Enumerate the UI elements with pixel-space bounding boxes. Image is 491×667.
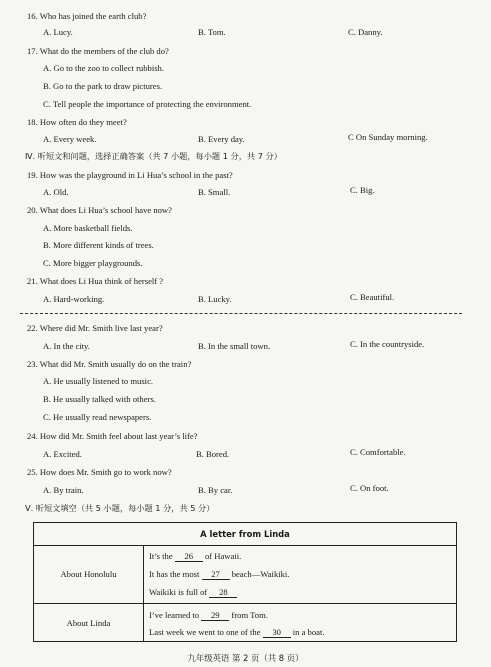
page-footer: 九年级英语 第 2 页（共 8 页） (187, 653, 304, 663)
table-line-27 (149, 570, 289, 580)
table-caption: A letter from Linda (34, 523, 456, 546)
row-head-linda: About Linda (66, 618, 111, 628)
letter-table (33, 522, 457, 642)
question-16: 16. Who has joined the earth club? (27, 11, 147, 21)
question-25: 25. How does Mr. Smith go to work now? (27, 467, 172, 477)
table-row-divider (34, 603, 456, 604)
question-21: 21. What does Li Hua think of herself ? (27, 276, 164, 286)
option-24c: C. Comfortable. (350, 447, 406, 457)
blank-27: 27 (202, 570, 230, 580)
option-20b: B. More different kinds of trees. (43, 240, 154, 250)
table-line-29 (149, 611, 268, 621)
blank-30: 30 (263, 628, 291, 638)
blank-26: 26 (175, 552, 203, 562)
blank-28: 28 (209, 588, 237, 598)
line-29-suffix: from Tom. (231, 610, 268, 620)
option-22a: A. In the city. (43, 341, 90, 351)
table-column-divider (143, 545, 144, 641)
line-27-suffix: beach—Waikiki. (231, 569, 290, 579)
line-26-suffix: of Hawaii. (204, 551, 242, 561)
option-21c: C. Beautiful. (350, 292, 395, 302)
line-30-prefix: Last week we went to one of the (149, 627, 261, 637)
line-30-suffix: in a boat. (292, 627, 325, 637)
option-19a: A. Old. (43, 187, 69, 197)
option-19b: B. Small. (198, 187, 231, 197)
option-16c: C. Danny. (348, 27, 383, 37)
question-17: 17. What do the members of the club do? (27, 46, 169, 56)
option-17a: A. Go to the zoo to collect rubbish. (43, 63, 165, 73)
blank-29: 29 (201, 611, 229, 621)
option-25b: B. By car. (198, 485, 233, 495)
option-20c: C. More bigger playgrounds. (43, 258, 143, 268)
section-5-heading: Ⅴ. 听短文填空（共 5 小题，每小题 1 分，共 5 分） (25, 503, 215, 513)
option-16a: A. Lucy. (43, 27, 73, 37)
option-24a: A. Excited. (43, 449, 82, 459)
option-23a: A. He usually listened to music. (43, 376, 154, 386)
option-22b: B. In the small town. (198, 341, 271, 351)
table-line-30 (149, 628, 325, 638)
option-18b: B. Every day. (198, 134, 245, 144)
question-24: 24. How did Mr. Smith feel about last year’s life? (27, 431, 198, 441)
option-17c: C. Tell people the importance of protecting the environment. (43, 99, 252, 109)
option-21a: A. Hard-working. (43, 294, 105, 304)
line-28-prefix: Waikiki is full of (149, 587, 208, 597)
table-line-28 (149, 588, 237, 598)
option-25a: A. By train. (43, 485, 84, 495)
section-4-heading: Ⅳ. 听短文和问题，选择正确答案（共 7 小题，每小题 1 分，共 7 分） (25, 151, 282, 161)
option-24b: B. Bored. (196, 449, 230, 459)
line-26-prefix: It’s the (149, 551, 173, 561)
option-21b: B. Lucky. (198, 294, 232, 304)
option-18a: A. Every week. (43, 134, 97, 144)
table-line-26 (149, 552, 241, 562)
row-head-honolulu: About Honolulu (60, 569, 117, 579)
option-25c: C. On foot. (350, 483, 389, 493)
line-27-prefix: It has the most (149, 569, 200, 579)
option-17b: B. Go to the park to draw pictures. (43, 81, 163, 91)
option-19c: C. Big. (350, 185, 375, 195)
line-29-prefix: I’ve learned to (149, 610, 200, 620)
option-23c: C. He usually read newspapers. (43, 412, 152, 422)
option-20a: A. More basketball fields. (43, 223, 133, 233)
question-18: 18. How often do they meet? (27, 117, 127, 127)
option-23b: B. He usually talked with others. (43, 394, 156, 404)
question-19: 19. How was the playground in Li Hua’s school in the past? (27, 170, 233, 180)
option-18c: C On Sunday morning. (348, 132, 428, 142)
option-22c: C. In the countryside. (350, 339, 425, 349)
section-divider (20, 313, 462, 314)
question-22: 22. Where did Mr. Smith live last year? (27, 323, 163, 333)
option-16b: B. Tom. (198, 27, 226, 37)
question-23: 23. What did Mr. Smith usually do on the train? (27, 359, 192, 369)
question-20: 20. What does Li Hua’s school have now? (27, 205, 172, 215)
